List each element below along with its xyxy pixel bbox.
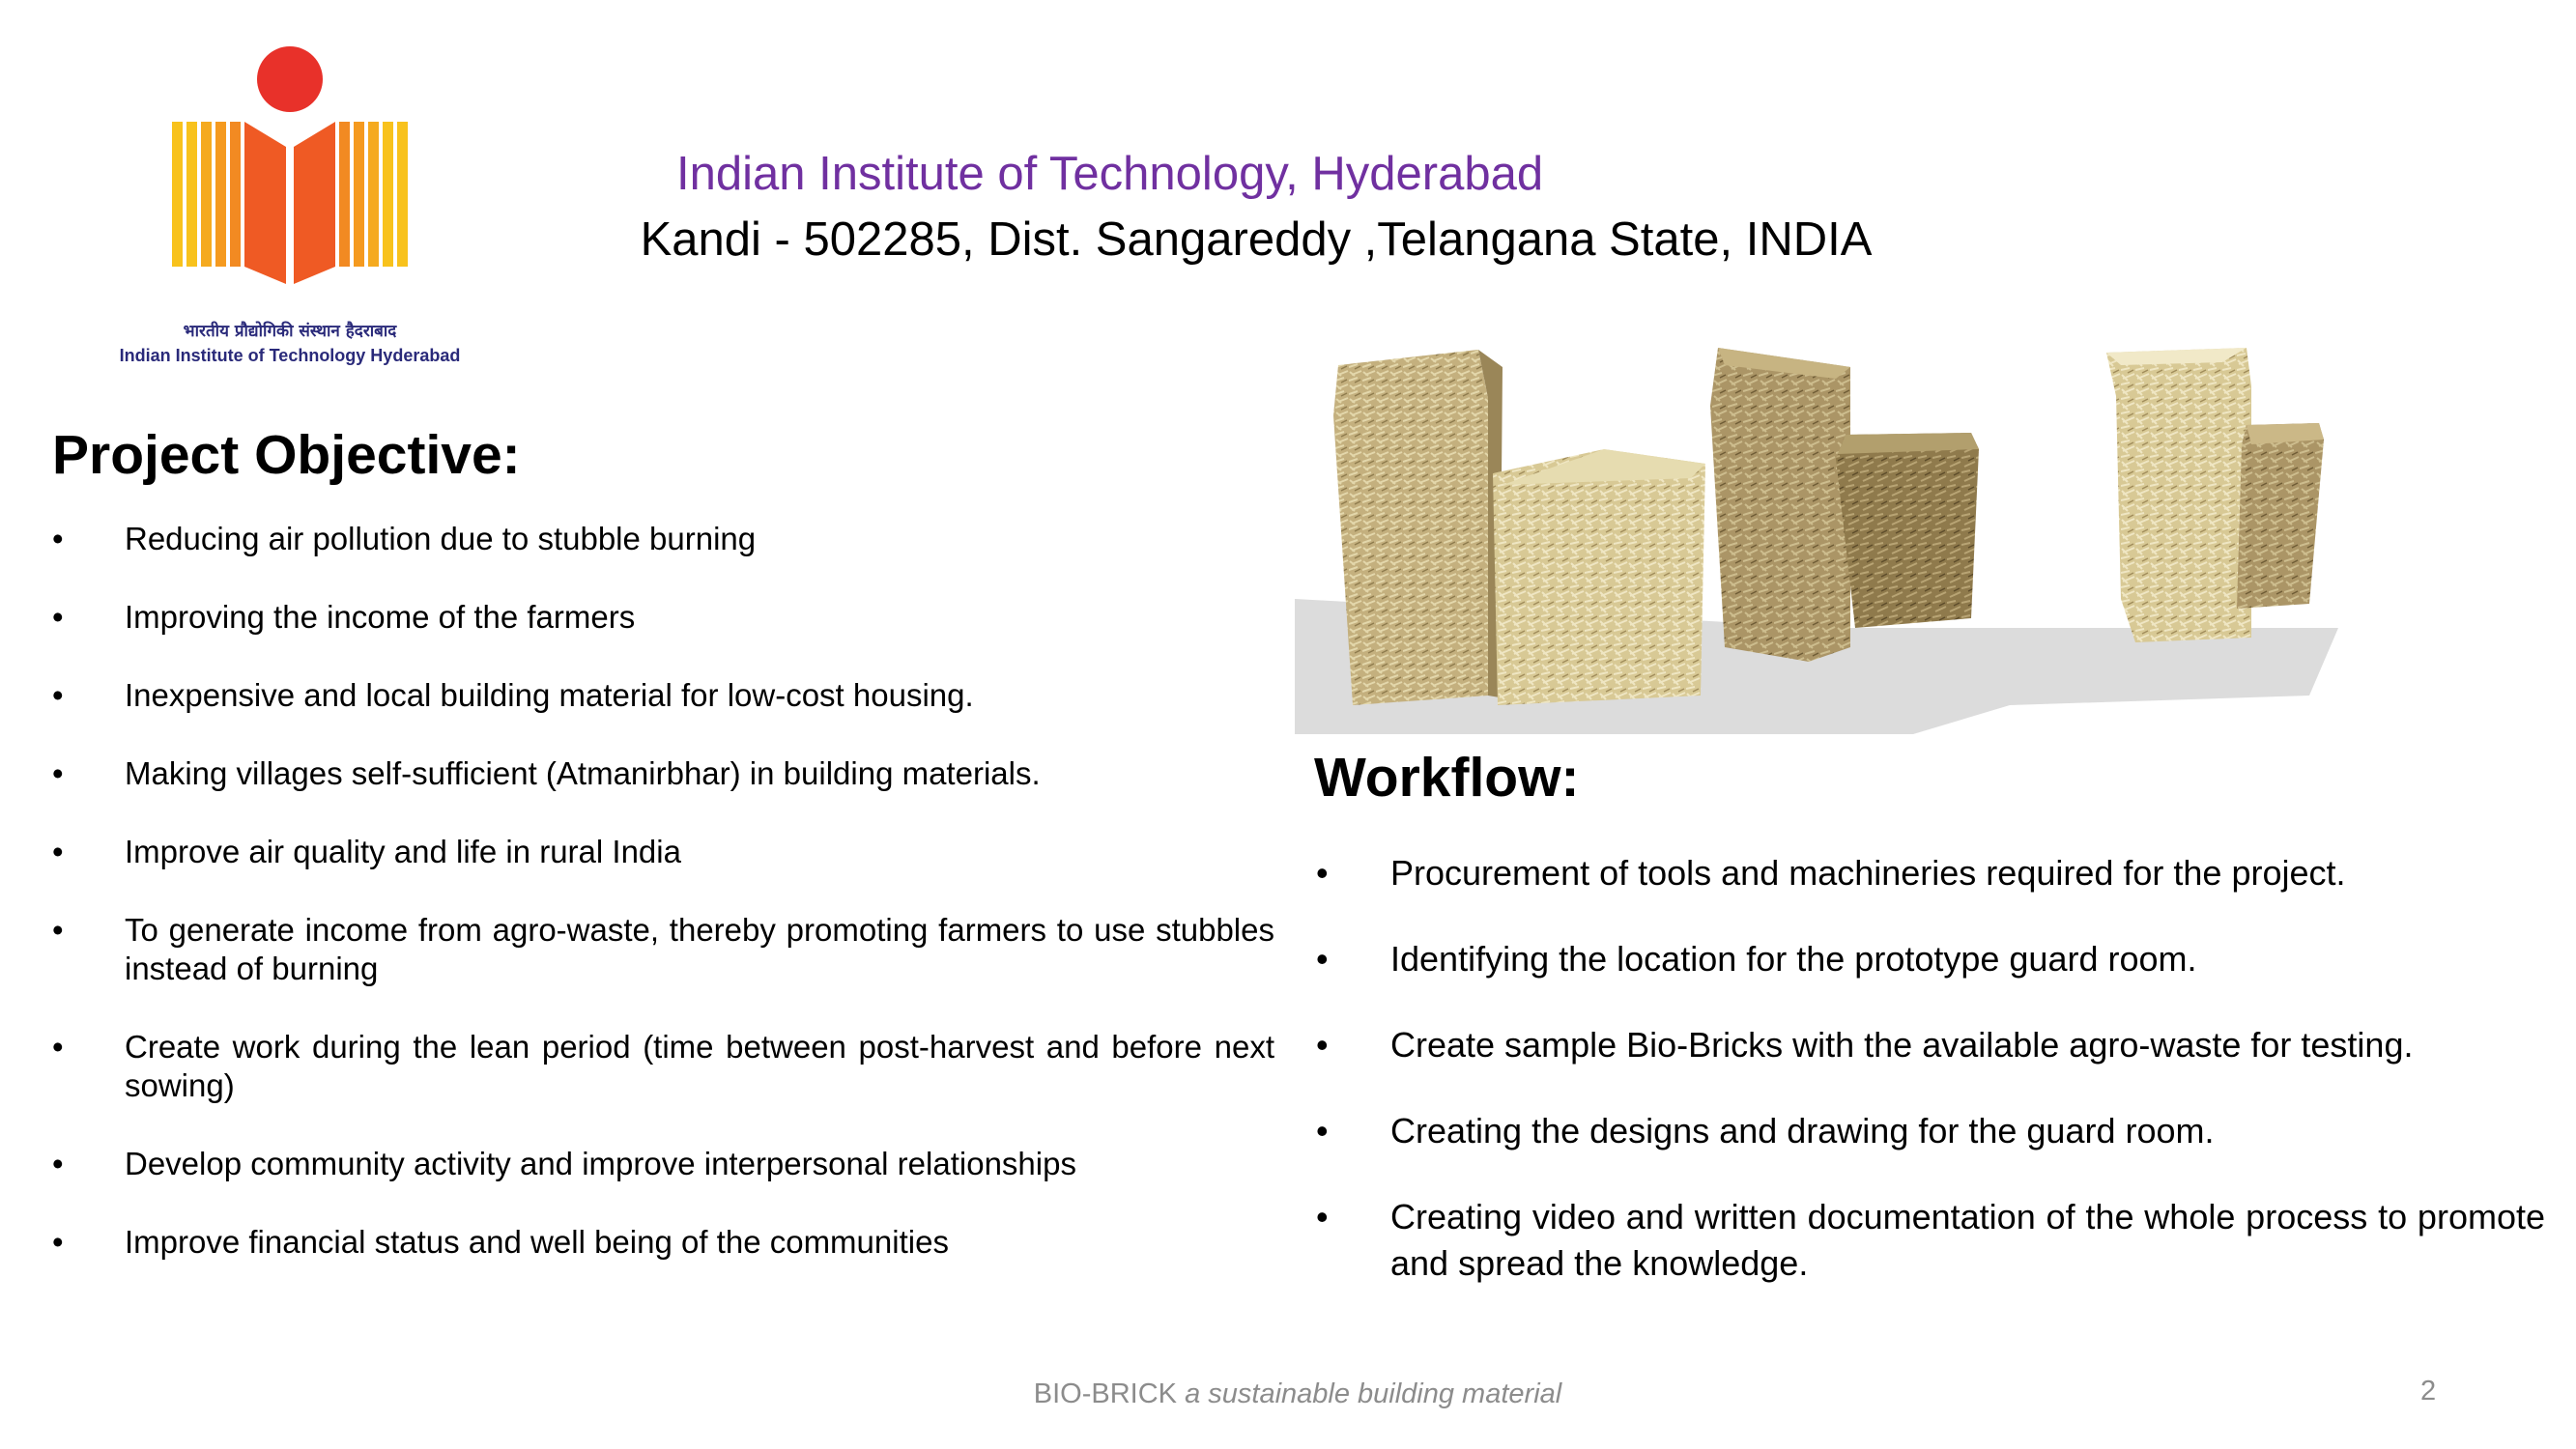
- footer-tagline: a sustainable building material: [1185, 1378, 1562, 1409]
- page-number: 2: [2420, 1376, 2437, 1406]
- bullet-icon: •: [1316, 1111, 1329, 1151]
- bullet-icon: •: [1316, 1197, 1329, 1236]
- workflow-item-text: Identifying the location for the prototype guard room.: [1390, 939, 2197, 979]
- logo-hindi-text: भारतीय प्रौद्योगिकी संस्थान हैदराबाद: [183, 322, 397, 341]
- objective-item: [52, 754, 1274, 793]
- objective-item: [52, 1145, 1274, 1183]
- iith-logo-emblem: [155, 39, 425, 319]
- bullet-icon: •: [52, 1146, 64, 1181]
- objective-item-text: Making villages self-sufficient (Atmanirbhar) in building materials.: [125, 755, 1041, 791]
- institute-address: Kandi - 502285, Dist. Sangareddy ,Telangana State, INDIA: [640, 213, 1873, 266]
- objective-item-text: Develop community activity and improve interpersonal relationships: [125, 1146, 1076, 1181]
- objective-item-text: Improving the income of the farmers: [125, 599, 636, 635]
- bullet-icon: •: [52, 677, 64, 713]
- workflow-item: [1316, 850, 2545, 896]
- bullet-icon: •: [52, 521, 64, 556]
- objective-item: [52, 520, 1274, 558]
- bullet-icon: •: [52, 912, 64, 948]
- objective-item: [52, 676, 1274, 715]
- bullet-icon: •: [52, 834, 64, 869]
- bullet-icon: •: [1316, 939, 1329, 979]
- objective-list: [52, 520, 1274, 1301]
- bullet-icon: •: [52, 1029, 64, 1065]
- bullet-icon: •: [52, 755, 64, 791]
- iith-logo: [116, 39, 464, 377]
- footer-brand: BIO-BRICK: [1033, 1378, 1178, 1409]
- objective-item-text: Create work during the lean period (time between post-harvest and before next sowing): [125, 1029, 1274, 1103]
- workflow-item-text: Creating video and written documentation of the whole process to promote and spread the knowledge.: [1390, 1197, 2545, 1283]
- objective-item-text: To generate income from agro-waste, thereby promoting farmers to use stubbles instead of burning: [125, 912, 1274, 986]
- bullet-icon: •: [52, 1224, 64, 1260]
- workflow-item: [1316, 1022, 2545, 1068]
- objective-item: [52, 833, 1274, 871]
- workflow-item-text: Creating the designs and drawing for the guard room.: [1390, 1111, 2215, 1151]
- bullet-icon: •: [1316, 853, 1329, 893]
- workflow-item: [1316, 936, 2545, 982]
- logo-english-text: Indian Institute of Technology Hyderabad: [119, 346, 461, 365]
- workflow-item-text: Procurement of tools and machineries required for the project.: [1390, 853, 2346, 893]
- workflow-item-text: Create sample Bio-Bricks with the available agro-waste for testing.: [1390, 1025, 2414, 1065]
- bullet-icon: •: [52, 599, 64, 635]
- workflow-item: [1316, 1108, 2545, 1154]
- objective-item: [52, 1028, 1274, 1105]
- workflow-heading: Workflow:: [1314, 747, 1580, 809]
- workflow-item: [1316, 1194, 2545, 1287]
- bullet-icon: •: [1316, 1025, 1329, 1065]
- objective-item-text: Inexpensive and local building material for low-cost housing.: [125, 677, 974, 713]
- workflow-list: [1316, 850, 2545, 1326]
- objective-item-text: Improve financial status and well being of the communities: [125, 1224, 949, 1260]
- institute-title: Indian Institute of Technology, Hyderabad: [676, 148, 1544, 200]
- objective-item: [52, 911, 1274, 988]
- objective-item-text: Reducing air pollution due to stubble burning: [125, 521, 757, 556]
- slide-footer: [911, 1378, 1684, 1410]
- objective-item: [52, 598, 1274, 637]
- bio-brick-photo: [1295, 309, 2387, 734]
- objective-item: [52, 1223, 1274, 1262]
- objective-heading: Project Objective:: [52, 424, 521, 486]
- objective-item-text: Improve air quality and life in rural India: [125, 834, 681, 869]
